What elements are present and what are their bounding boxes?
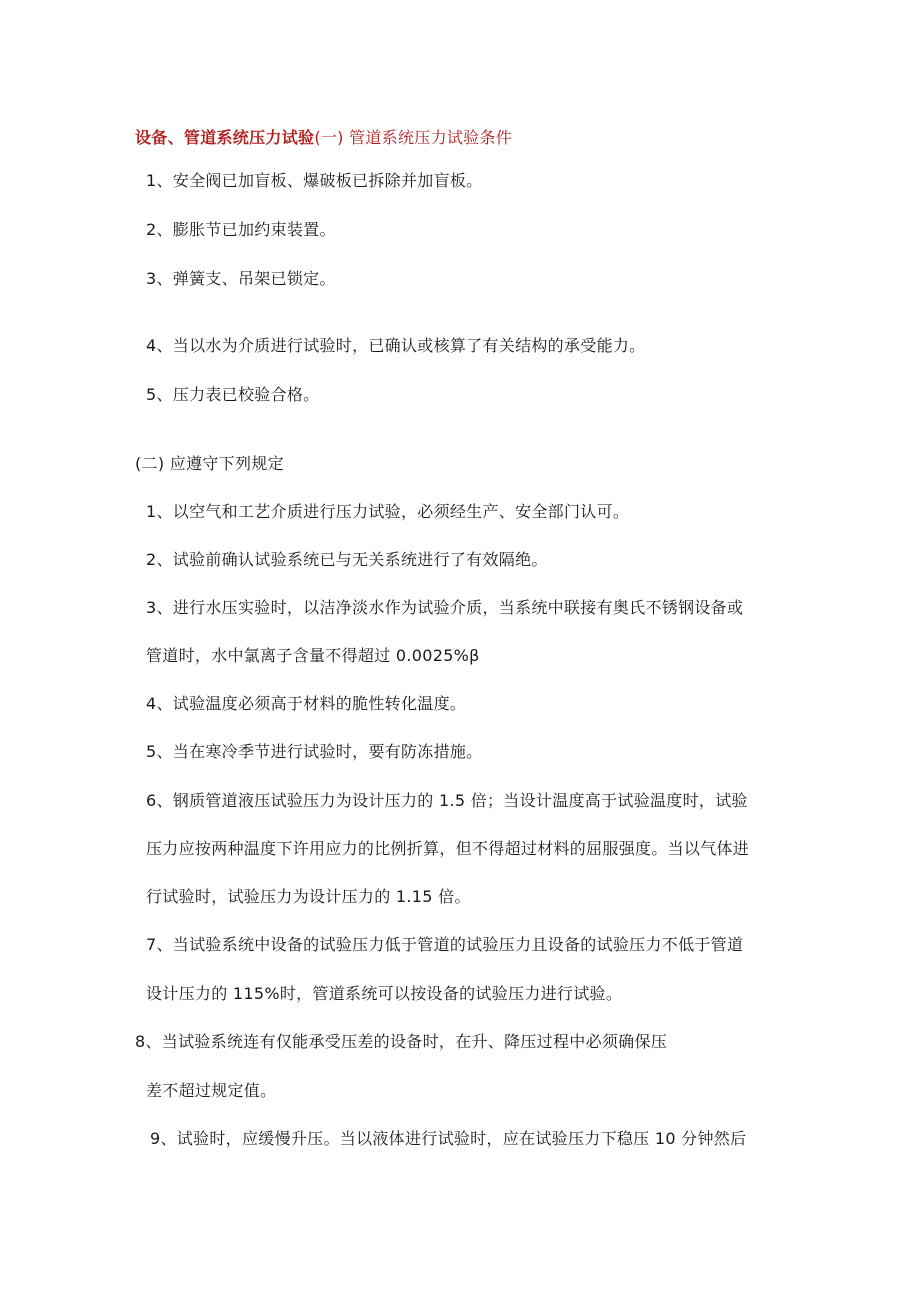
section-2-heading: (二) 应遵守下列规定 (135, 454, 284, 473)
rule-line-9: 9、试验时，应缓慢升压。当以液体进行试验时，应在试验压力下稳压 10 分钟然后 (150, 1129, 747, 1148)
rule-line-7-cont: 设计压力的 115%时，管道系统可以按设备的试验压力进行试验。 (146, 984, 623, 1003)
rule-line-8-cont: 差不超过规定值。 (146, 1081, 277, 1100)
rule-line-4: 4、试验温度必须高于材料的脆性转化温度。 (146, 694, 467, 713)
rule-line-7: 7、当试验系统中设备的试验压力低于管道的试验压力且设备的试验压力不低于管道 (146, 935, 744, 954)
condition-item-4: 4、当以水为介质进行试验时，已确认或核算了有关结构的承受能力。 (146, 336, 646, 355)
rule-line-3: 3、进行水压实验时，以洁净淡水作为试验介质，当系统中联接有奥氏不锈钢设备或 (146, 598, 744, 617)
condition-item-3: 3、弹簧支、吊架已锁定。 (146, 269, 336, 288)
heading-bold-part: 设备、管道系统压力试验 (135, 128, 315, 147)
condition-item-1: 1、安全阀已加盲板、爆破板已拆除并加盲板。 (146, 171, 483, 190)
rule-line-5: 5、当在寒冷季节进行试验时，要有防冻措施。 (146, 742, 483, 761)
document-heading (135, 127, 512, 149)
rule-line-1: 1、以空气和工艺介质进行压力试验，必须经生产、安全部门认可。 (146, 502, 630, 521)
rule-line-6: 6、钢质管道液压试验压力为设计压力的 1.5 倍；当设计温度高于试验温度时，试验 (146, 791, 748, 810)
rule-line-6-cont-1: 压力应按两种温度下许用应力的比例折算，但不得超过材料的屈服强度。当以气体进 (146, 839, 750, 858)
rule-line-8: 8、当试验系统连有仅能承受压差的设备时，在升、降压过程中必须确保压 (135, 1032, 668, 1051)
rule-line-2: 2、试验前确认试验系统已与无关系统进行了有效隔绝。 (146, 550, 548, 569)
condition-item-5: 5、压力表已校验合格。 (146, 385, 320, 404)
condition-item-2: 2、膨胀节已加约束装置。 (146, 220, 336, 239)
heading-normal-part: (一) 管道系统压力试验条件 (314, 128, 513, 147)
rule-line-3-cont: 管道时，水中氯离子含量不得超过 0.0025%β (146, 646, 480, 665)
rule-line-6-cont-2: 行试验时，试验压力为设计压力的 1.15 倍。 (146, 887, 471, 906)
